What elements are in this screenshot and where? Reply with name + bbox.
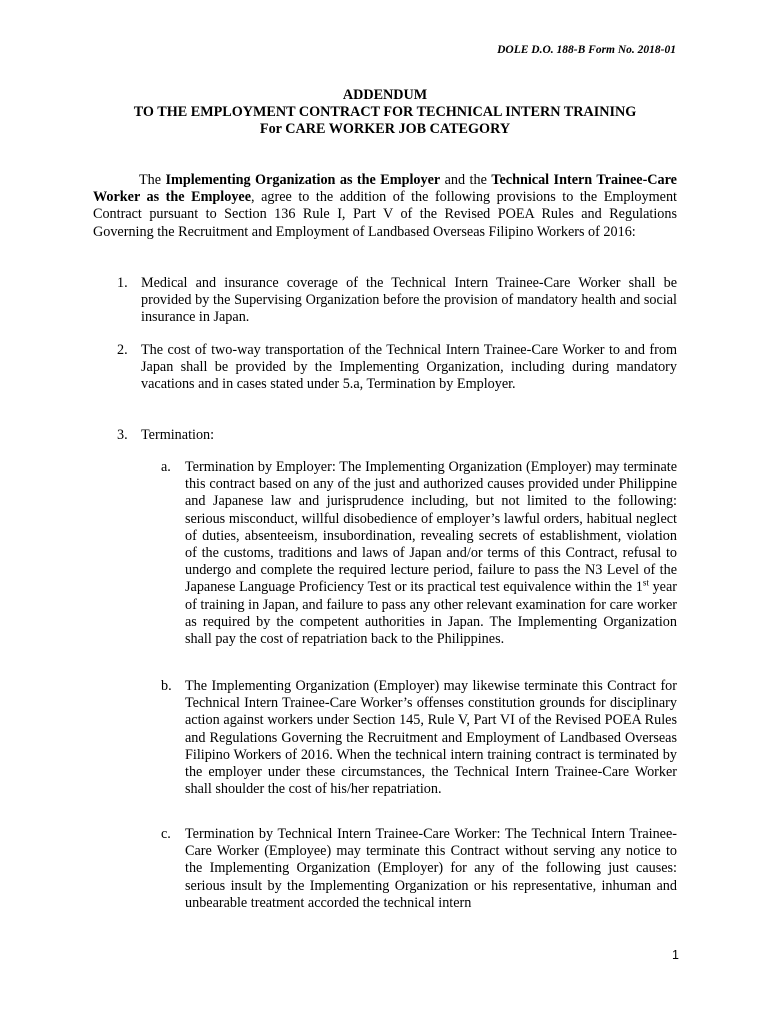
sub-text-a-1: Termination by Employer: The Implementing Organization (Employer) may terminate this contract based on any of the just and authorized causes provided under Philippine and Japanese law and jurisprudence including, but not limited to the following: serious misconduct, willful disobedience of employer’s lawful orders, habitual neglect of duties, absenteeism, insubordination, revealing secrets of establishment, violation of the customs, traditions and laws of Japan and/or terms of this Contract, refusal to undergo and complete the required lecture period, failure to pass the N3 Level of the Japanese Language Proficiency Test or its practical test equivalence within the 1 <box>185 459 677 596</box>
title-line-3: For CARE WORKER JOB CATEGORY <box>259 121 511 137</box>
sub-letter-b: b. <box>161 678 172 694</box>
sub-text-a-sup: st <box>642 577 649 588</box>
list-text-1: Medical and insurance coverage of the Technical Intern Trainee-Care Worker shall be provided by the Supervising Organization before the provision of mandatory health and social insurance in Japan. <box>141 275 677 326</box>
page-number: 1 <box>672 948 679 962</box>
intro-employer-bold: Implementing Organization as the Employer <box>165 172 441 188</box>
sub-letter-a: a. <box>161 459 171 475</box>
list-text-3: Termination: <box>141 427 215 443</box>
list-number-1: 1. <box>117 275 128 291</box>
sub-text-c: Termination by Technical Intern Trainee-Care Worker: The Technical Intern Trainee-Care Worker (Employee) may terminate this Contract without serving any notice to the Implementing Organization (Employer) for any of the following just causes: serious insult by the Implementing Organization or his representative, inhuman and unbearable treatment accorded the technical intern <box>185 826 677 911</box>
list-text-2: The cost of two-way transportation of the Technical Intern Trainee-Care Worker to and from Japan shall be provided by the Implementing Organization, including during mandatory vacations and in cases stated under 5.a, Termination by Employer. <box>141 342 677 393</box>
list-item-3 <box>117 427 677 444</box>
sub-item-a <box>161 459 677 648</box>
sub-item-b <box>161 678 677 798</box>
sub-text-a-2: year of training in Japan, and failure to pass any other relevant examination for care worker as required by the competent authorities in Japan. The Implementing Organization shall pay the cost of repatriation back to the Philippines. <box>185 579 677 648</box>
intro-paragraph <box>93 172 677 241</box>
intro-text-3: , agree to the addition of the following provisions to the Employment Contract pursuant to Section 136 Rule I, Part V of the Revised POEA Rules and Regulations Governing the Recruitment and Employment of Landbased Overseas Filipino Workers of 2016: <box>93 189 677 240</box>
list-number-3: 3. <box>117 427 128 443</box>
sub-item-c <box>161 826 677 912</box>
list-item-2 <box>117 342 677 394</box>
intro-employee-bold: Technical Intern Trainee-Care Worker as the Employee <box>93 172 677 206</box>
intro-text-1: The <box>139 172 166 188</box>
form-number: DOLE D.O. 188-B Form No. 2018-01 <box>497 44 676 56</box>
sub-letter-c: c. <box>161 826 171 842</box>
list-number-2: 2. <box>117 342 128 358</box>
title-line-2: TO THE EMPLOYMENT CONTRACT FOR TECHNICAL INTERN TRAINING <box>133 104 637 120</box>
document-title <box>0 87 770 138</box>
list-item-1 <box>117 275 677 327</box>
title-line-1: ADDENDUM <box>342 87 428 103</box>
sub-text-b: The Implementing Organization (Employer) may likewise terminate this Contract for Technical Intern Trainee-Care Worker’s offenses constitution grounds for disciplinary action against workers under Section 145, Rule V, Part VI of the Revised POEA Rules and Regulations Governing the Recruitment and Employment of Landbased Overseas Filipino Workers of 2016. When the technical intern training contract is terminated by the employer under these circumstances, the Technical Intern Trainee-Care Worker shall shoulder the cost of his/her repatriation. <box>185 678 677 798</box>
intro-text-2: and the <box>440 172 492 188</box>
